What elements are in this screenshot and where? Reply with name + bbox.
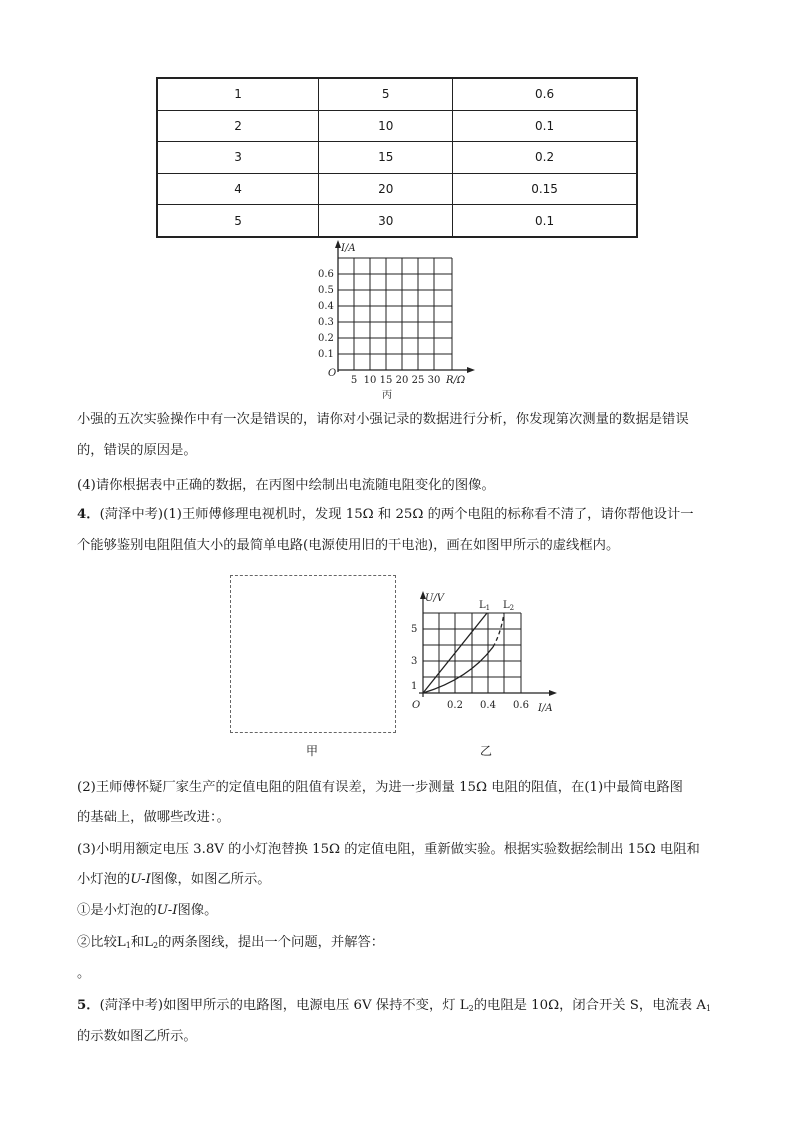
table-cell: 15 <box>319 142 453 173</box>
caption-jia: 甲 <box>306 744 319 758</box>
table-row <box>157 142 637 173</box>
x-tick: 30 <box>427 375 441 386</box>
y-tick: 0.1 <box>318 349 334 360</box>
data-table <box>156 77 638 238</box>
y-axis-label: U/V <box>425 593 445 604</box>
paragraph: 小灯泡的U-I图像，如图乙所示。 <box>77 872 271 887</box>
x-tick: 0.6 <box>513 700 529 711</box>
paragraph: ①是小灯泡的U-I图像。 <box>77 903 218 918</box>
dashed-box-jia <box>230 575 396 733</box>
x-tick: 25 <box>411 375 425 386</box>
paragraph: 的，错误的原因是。 <box>77 443 197 458</box>
y-tick: 3 <box>411 656 418 667</box>
x-tick: 10 <box>363 375 377 386</box>
table-cell: 0.1 <box>453 110 637 141</box>
L2-label: $L_2$ <box>503 600 515 612</box>
table-cell: 5 <box>157 205 319 237</box>
paragraph: (3)小明用额定电压 3.8V 的小灯泡替换 15Ω 的定值电阻，重新做实验。根据实验数据绘制出 15Ω 电阻和 <box>77 842 700 857</box>
caption-yi: 乙 <box>480 744 493 758</box>
table-row <box>157 78 637 110</box>
table-cell: 0.15 <box>453 173 637 204</box>
graph-bing <box>310 238 485 403</box>
x-tick: 20 <box>395 375 409 386</box>
origin-label: O <box>328 368 337 379</box>
y-tick: 5 <box>411 624 418 635</box>
y-tick: 0.6 <box>318 269 334 280</box>
table-cell: 3 <box>157 142 319 173</box>
x-axis-label: R/Ω <box>446 375 466 386</box>
x-axis-label: I/A <box>538 703 553 714</box>
table-cell: 0.1 <box>453 205 637 237</box>
table-cell: 0.6 <box>453 78 637 110</box>
x-tick: 0.2 <box>447 700 463 711</box>
table-cell: 5 <box>319 78 453 110</box>
table-cell: 4 <box>157 173 319 204</box>
y-tick: 0.2 <box>318 333 334 344</box>
x-tick: 15 <box>379 375 393 386</box>
paragraph: 个能够鉴别电阻阻值大小的最简单电路(电源使用旧的干电池)，画在如图甲所示的虚线框内。 <box>77 538 620 553</box>
paragraph: 的基础上，做哪些改进：。 <box>77 810 230 825</box>
table-cell: 2 <box>157 110 319 141</box>
y-tick: 0.3 <box>318 317 334 328</box>
table-cell: 30 <box>319 205 453 237</box>
table-cell: 1 <box>157 78 319 110</box>
y-tick: 0.5 <box>318 285 334 296</box>
paragraph: 小强的五次实验操作中有一次是错误的，请你对小强记录的数据进行分析，你发现第次测量的数据是错误 <box>77 412 689 427</box>
table-row <box>157 110 637 141</box>
graph-yi <box>407 587 567 715</box>
L1-label: $L_1$ <box>479 600 491 612</box>
table-cell: 10 <box>319 110 453 141</box>
x-tick: 0.4 <box>480 700 496 711</box>
paragraph: (4)请你根据表中正确的数据，在丙图中绘制出电流随电阻变化的图像。 <box>77 478 495 493</box>
table-row <box>157 173 637 204</box>
table-cell: 20 <box>319 173 453 204</box>
y-tick: 1 <box>411 681 418 692</box>
table-row <box>157 205 637 237</box>
origin-label: O <box>412 700 421 711</box>
paragraph: (2)王师傅怀疑厂家生产的定值电阻的阻值有误差，为进一步测量 15Ω 电阻的阻值，在(1)中最简电路图 <box>77 780 683 795</box>
paragraph: 。 <box>77 966 91 981</box>
table-cell: 0.2 <box>453 142 637 173</box>
y-axis-label: I/A <box>341 243 356 254</box>
paragraph: ②比较L1和L2的两条图线，提出一个问题，并解答： <box>77 935 385 950</box>
y-tick: 0.4 <box>318 301 334 312</box>
graph-caption: 丙 <box>382 390 392 401</box>
paragraph: 的示数如图乙所示。 <box>77 1029 197 1044</box>
question-4-line1: 4．(菏泽中考)(1)王师傅修理电视机时，发现 15Ω 和 25Ω 的两个电阻的标称看不清了，请你帮他设计一 <box>77 507 694 522</box>
question-5-line1: 5．(菏泽中考)如图甲所示的电路图，电源电压 6V 保持不变，灯 L2的电阻是 10Ω，闭合开关 S，电流表 A1 <box>77 998 712 1013</box>
x-tick: 5 <box>350 375 358 386</box>
